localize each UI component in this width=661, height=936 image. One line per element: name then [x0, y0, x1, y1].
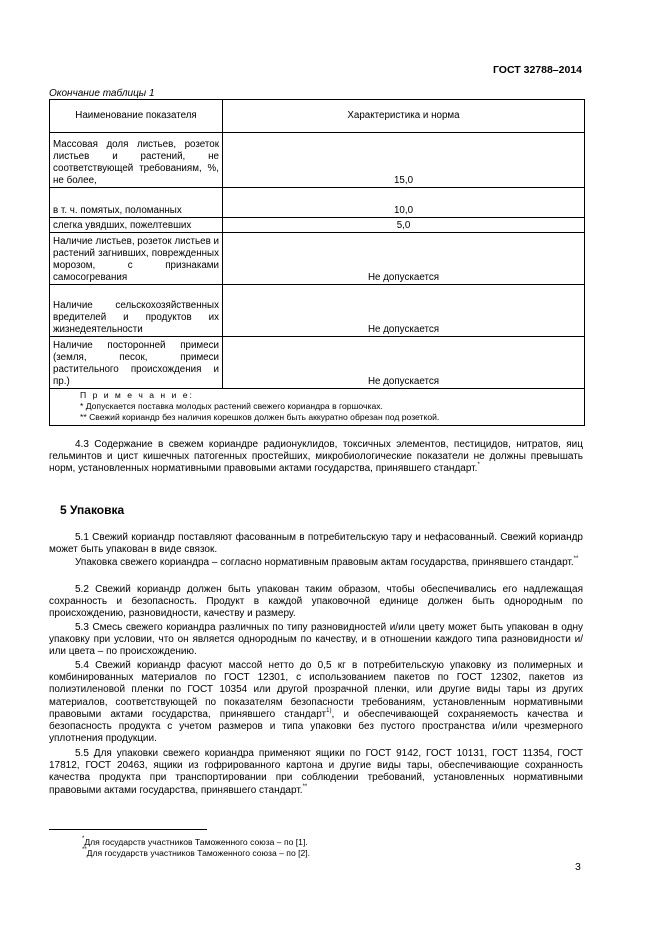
paragraph-4-3: 4.3 Содержание в свежем кориандре радионуклидов, токсичных элементов, пестицидов, нитратов, яиц гельминтов и цист кишечных патогенных простейших, микробиологические показатели не должны превышать норм, установленных нормативными правовыми актами государства, принявшего стандарт.*	[49, 439, 583, 475]
row-value: 5,0	[223, 218, 585, 233]
paragraph-5-3: 5.3 Смесь свежего кориандра различных по типу разновидностей и/или цвету может быть упакован в одну упаковку при условии, что он является однородным по качеству, и в отношении каждого типа разновидности и/или цвета – по происхождению.	[49, 622, 583, 658]
note-title: П р и м е ч а н и е:	[80, 390, 194, 400]
row-name: Массовая доля листьев, розеток листьев и растений, не соответствующей требованиям, %, не более,	[50, 133, 223, 188]
row-name: в т. ч. помятых, поломанных	[50, 188, 223, 218]
footnote-separator	[49, 829, 207, 830]
row-name: Наличие сельскохозяйственных вредителей и продуктов их жизнедеятельности	[50, 285, 223, 337]
note-item: ** Свежий кориандр без наличия корешков должен быть аккуратно обрезан под розеткой.	[80, 412, 440, 422]
paragraph-5-1: 5.1 Свежий кориандр поставляют фасованным в потребительскую тару и нефасованный. Свежий кориандр может быть упакован в виде связок.	[49, 532, 583, 556]
table-header-row	[50, 100, 585, 133]
row-name: Наличие посторонней примеси (земля, песок, примеси растительного происхождения и пр.)	[50, 337, 223, 389]
table-row	[50, 133, 585, 188]
footnote: *Для государств участников Таможенного союза – по [1].	[82, 836, 308, 847]
row-value: Не допускается	[223, 233, 585, 285]
table-caption: Окончание таблицы 1	[49, 88, 155, 99]
footnote: **Для государств участников Таможенного союза – по [2].	[82, 847, 311, 858]
paragraph-5-4: 5.4 Свежий кориандр фасуют массой нетто до 0,5 кг в потребительскую упаковку из полимерных и комбинированных материалов по ГОСТ 12301, с использованием пакетов по ГОСТ 12302, пакетов из полиэтиленовой пленки по ГОСТ 10354 или другой прозрачной пленки, или другие виды тары из других материалов, соответствующей по показателям безопасности требованиям, установленным нормативными правовыми актами государства, принявшего стандарт$^{1)}$, и обеспечивающей сохраняемость качества и безопасность продукта с учетом размеров и типа упаковки без пустого пространства и/или чрезмерного уплотнения продукции.	[49, 660, 583, 745]
header-value: Характеристика и норма	[223, 100, 585, 133]
row-value: Не допускается	[223, 337, 585, 389]
paragraph-5-2: 5.2 Свежий кориандр должен быть упакован таким образом, чтобы обеспечивались его надлежащая сохранность и безопасность. Продукт в каждой упаковочной единице должен быть однородным по происхождению, разновидности, качеству и размеру.	[49, 584, 583, 620]
row-name: слегка увядших, пожелтевших	[50, 218, 223, 233]
page-number: 3	[575, 861, 581, 873]
section-title: 5 Упаковка	[60, 503, 125, 517]
table-row	[50, 233, 585, 285]
header-indicator: Наименование показателя	[50, 100, 223, 133]
table-note-row	[50, 389, 585, 426]
paragraph-5-1-packaging: Упаковка свежего кориандра – согласно нормативным правовым актам государства, принявшего стандарт.**	[75, 556, 579, 568]
table-row	[50, 218, 585, 233]
paragraph-5-5: 5.5 Для упаковки свежего кориандра применяют ящики по ГОСТ 9142, ГОСТ 10131, ГОСТ 11354, ГОСТ 17812, ГОСТ 20463, ящики из гофрированного картона и другие виды тары, обеспечивающие сохранность качества продукта при транспортировании при соблюдении требований, установленных нормативными правовыми актами государства, принявшего стандарт.**	[49, 748, 583, 796]
table-row	[50, 337, 585, 389]
row-value: 10,0	[223, 188, 585, 218]
table-row	[50, 188, 585, 218]
note-item: * Допускается поставка молодых растений свежего кориандра в горшочках.	[80, 401, 383, 411]
table-note	[50, 389, 585, 426]
standard-header: ГОСТ 32788–2014	[492, 64, 582, 76]
characteristics-table	[49, 99, 585, 426]
row-value: 15,0	[223, 133, 585, 188]
table-row	[50, 285, 585, 337]
row-value: Не допускается	[223, 285, 585, 337]
row-name: Наличие листьев, розеток листьев и растений загнивших, поврежденных морозом, с признаками самосогревания	[50, 233, 223, 285]
